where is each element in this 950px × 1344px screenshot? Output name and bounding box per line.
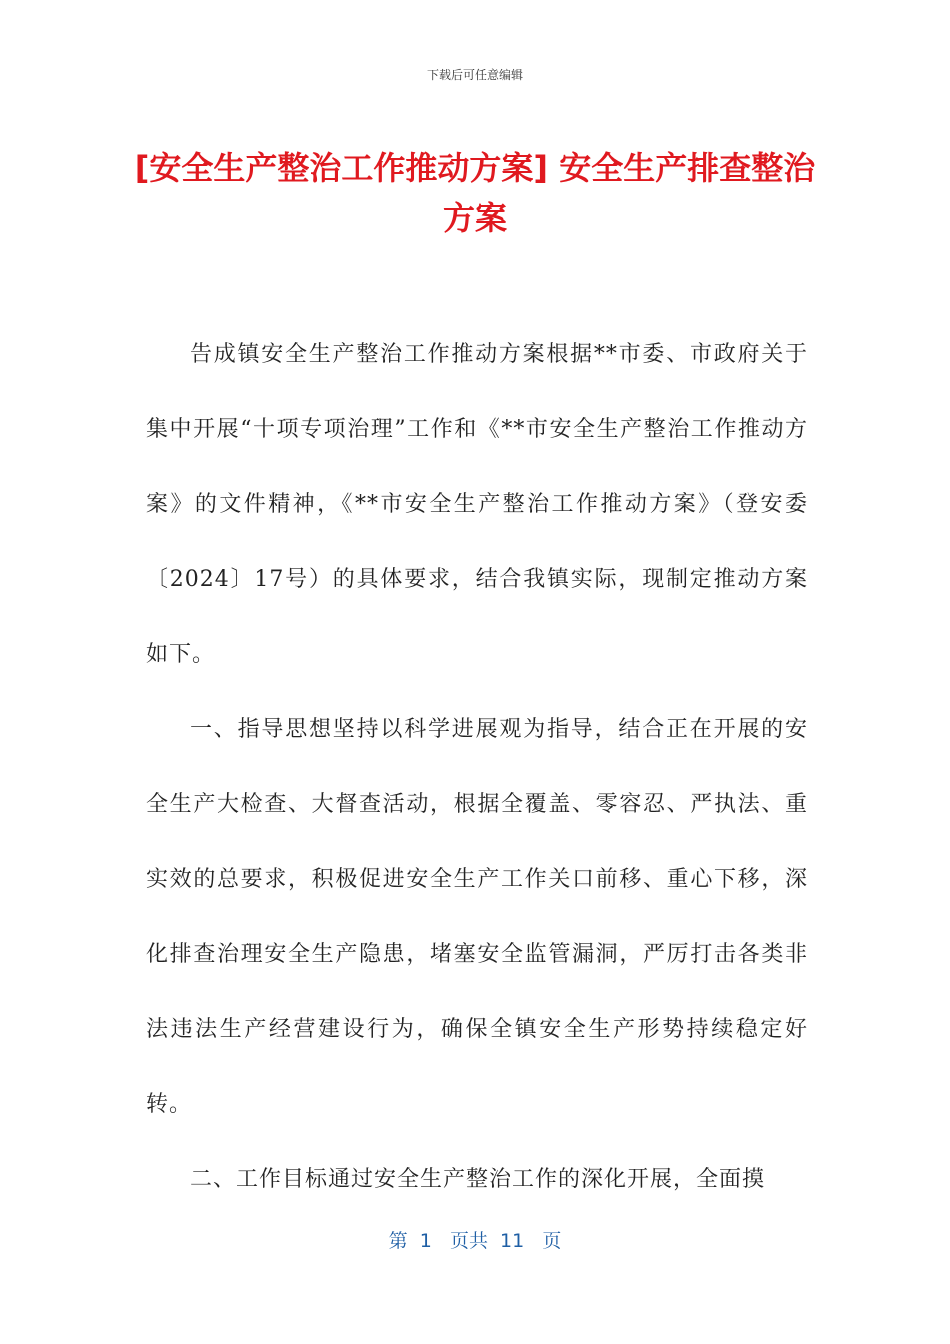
page-footer: 第 1 页共 11 页 bbox=[388, 1230, 562, 1252]
paragraph-work-goals: 二、工作目标通过安全生产整治工作的深化开展，全面摸 bbox=[190, 1167, 766, 1192]
document-body bbox=[146, 317, 808, 1217]
paragraph-guiding-thought: 一、指导思想坚持以科学进展观为指导，结合正在开展的安全生产大检查、大督查活动，根据全覆盖、零容忍、严执法、重实效的总要求，积极促进安全生产工作关口前移、重心下移，深化排查治理安全生产隐患，堵塞安全监管漏洞，严厉打击各类非法违法生产经营建设行为，确保全镇安全生产形势持续稳定好转。 bbox=[146, 717, 808, 1117]
paragraph-intro: 告成镇安全生产整治工作推动方案根据**市委、市政府关于集中开展“十项专项治理”工作和《**市安全生产整治工作推动方案》的文件精神，《**市安全生产整治工作推动方案》（登安委〔2024〕17号）的具体要求，结合我镇实际，现制定推动方案如下。 bbox=[146, 342, 808, 667]
document-title: [安全生产整治工作推动方案] 安全生产排查整治方案 bbox=[134, 149, 816, 237]
page-header: 下载后可任意编辑 bbox=[426, 68, 523, 82]
